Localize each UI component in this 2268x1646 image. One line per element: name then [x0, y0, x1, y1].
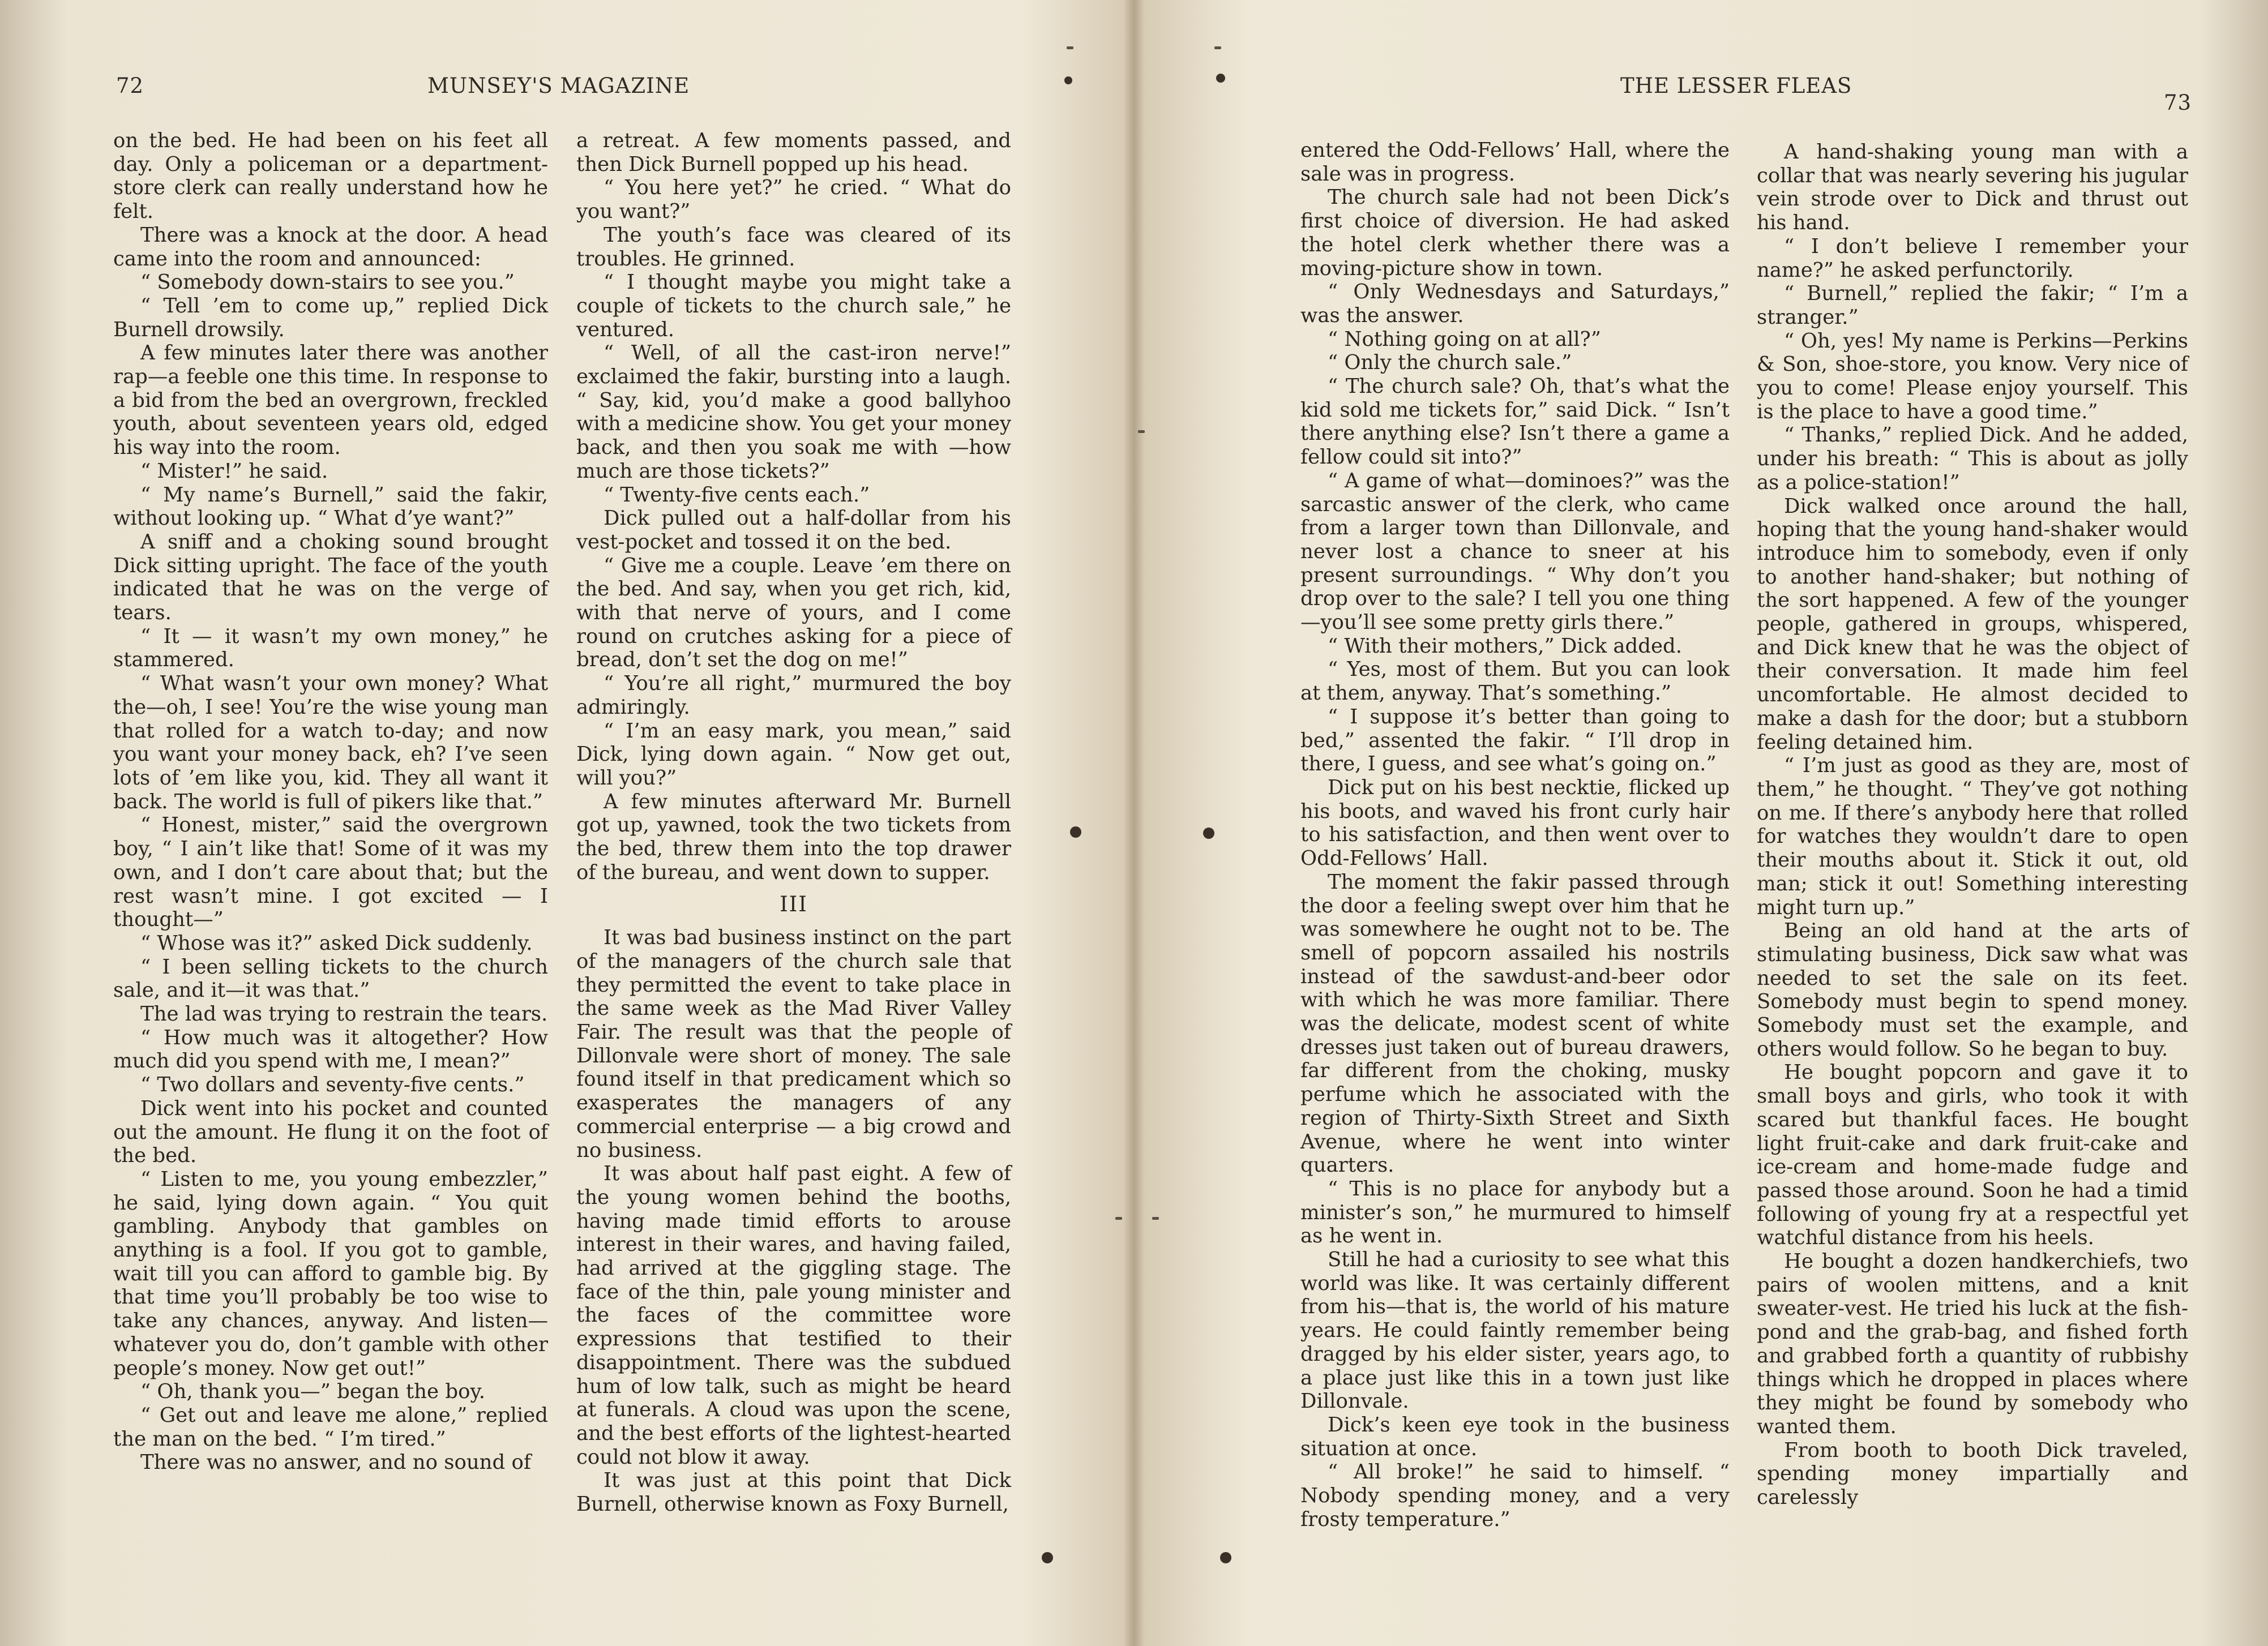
- paragraph: A hand-shaking young man with a collar that was nearly severing his jugular vein strode over to Dick and thrust out his hand.: [1757, 140, 2188, 235]
- paragraph: “ Listen to me, you young embezzler,” he said, lying down again. “ You quit gambling. Anybody that gambles on anything is a fool. If you got to gamble, wait till you can afford to gamble big. By that time you’ll probably be too wise to take any chances, anyway. And listen—whatever you do, don’t gamble with other people’s money. Now get out!”: [113, 1167, 548, 1380]
- paragraph: “ All broke!” he said to himself. “ Nobody spending money, and a very frosty temperature.”: [1300, 1460, 1730, 1531]
- paragraph: “ Whose was it?” asked Dick suddenly.: [140, 931, 533, 955]
- stitch-mark: [1067, 46, 1073, 49]
- paragraph: “ I don’t believe I remember your name?” he asked perfunctorily.: [1757, 234, 2188, 282]
- paragraph: “ It — it wasn’t my own money,” he stammered.: [113, 624, 548, 672]
- paragraph: “ Only the church sale.”: [1328, 351, 1572, 375]
- paragraph: “ My name’s Burnell,” said the fakir, without looking up. “ What d’ye want?”: [113, 483, 548, 530]
- paragraph: Dick put on his best necktie, flicked up his boots, and waved his front curly hair to his satisfaction, and then went over to Odd-Fellows’ Hall.: [1300, 775, 1730, 871]
- paragraph: He bought a dozen handkerchiefs, two pairs of woolen mittens, and a knit sweater-vest. He tried his luck at the fish-pond and the grab-bag, and fished forth and grabbed forth a quantity of rubbishy things which he dropped in places where they might be found by somebody who wanted them.: [1757, 1250, 2188, 1438]
- paragraph: “ I suppose it’s better than going to bed,” assented the fakir. “ I’ll drop in there, I guess, and see what’s going on.”: [1300, 705, 1730, 776]
- paragraph: “ Give me a couple. Leave ’em there on the bed. And say, when you get rich, kid, with that nerve of yours, and I come round on crutches asking for a piece of bread, don’t set the dog on me!”: [576, 554, 1011, 672]
- paragraph: entered the Odd-Fellows’ Hall, where the sale was in progress.: [1300, 139, 1730, 186]
- paragraph: “ Thanks,” replied Dick. And he added, under his breath: “ This is about as jolly as a police-station!”: [1757, 423, 2188, 494]
- paragraph: A few minutes afterward Mr. Burnell got up, yawned, took the two tickets from the bed, threw them into the top drawer of the bureau, and went down to supper.: [576, 790, 1011, 884]
- paragraph: “ Get out and leave me alone,” replied the man on the bed. “ I’m tired.”: [113, 1403, 548, 1451]
- page-number-left: 72: [116, 74, 144, 98]
- paragraph: “ How much was it altogether? How much did you spend with me, I mean?”: [113, 1026, 548, 1073]
- paragraph: “ A game of what—dominoes?” was the sarcastic answer of the clerk, who came from a larger town than Dillonvale, and never lost a chance to sneer at his present surroundings. “ Why don’t you drop over to the sale? I tell you one thing—you’ll see some pretty girls there.”: [1300, 469, 1730, 635]
- paragraph: “ I’m just as good as they are, most of them,” he thought. “ They’ve got nothing on me. If there’s anybody here that rolled for watches they wouldn’t dare to open their mouths about it. Stick it out, old man; stick it out! Something interesting might turn up.”: [1757, 754, 2188, 919]
- paragraph: “ Nothing going on at all?”: [1328, 327, 1601, 351]
- paragraph: “ I thought maybe you might take a couple of tickets to the church sale,” he ventured.: [576, 271, 1011, 341]
- paragraph: “ Honest, mister,” said the overgrown boy, “ I ain’t like that! Some of it was my own, and I don’t care about that; but the rest wasn’t mine. I got excited — I thought—”: [113, 813, 548, 932]
- binding-hole: [1220, 1552, 1231, 1563]
- stitch-mark: [1152, 1217, 1159, 1220]
- right-page-column-1: [1300, 139, 1730, 1531]
- page-number-right: 73: [2164, 91, 2192, 115]
- paragraph: Dick’s keen eye took in the business situation at once.: [1300, 1413, 1730, 1460]
- binding-hole: [1064, 76, 1072, 84]
- paragraph: It was about half past eight. A few of the young women behind the booths, having made timid efforts to arouse interest in their wares, and having failed, had arrived at the giggling stage. The face of the thin, pale young minister and the faces of the committee wore expressions that testified to their disappointment. There was the subdued hum of low talk, such as might be heard at funerals. A cloud was upon the scene, and the best efforts of the lightest-hearted could not blow it away.: [576, 1162, 1011, 1469]
- running-head-right: THE LESSER FLEAS: [1620, 74, 1852, 98]
- paragraph: “ With their mothers,” Dick added.: [1328, 634, 1683, 658]
- book-gutter: [1124, 0, 1144, 1646]
- paragraph: The church sale had not been Dick’s first choice of diversion. He had asked the hotel clerk whether there was a moving-picture show in town.: [1300, 186, 1730, 280]
- right-page-header: [1268, 74, 2192, 115]
- paragraph: “ What wasn’t your own money? What the—oh, I see! You’re the wise young man that rolled for a watch to-day; and now you want your money back, eh? I’ve seen lots of ’em like you, kid. They all want it back. The world is full of pikers like that.”: [113, 672, 548, 813]
- paragraph: Being an old hand at the arts of stimulating business, Dick saw what was needed to set the sale on its feet. Somebody must begin to spend money. Somebody must set the example, and others would follow. So he began to buy.: [1757, 919, 2188, 1061]
- paragraph: A sniff and a choking sound brought Dick sitting upright. The face of the youth indicated that he was on the verge of tears.: [113, 530, 548, 625]
- paragraph: It was bad business instinct on the part of the managers of the church sale that they permitted the event to take place in the same week as the Mad River Valley Fair. The result was that the people of Dillonvale were short of money. The sale found itself in that predicament which so exasperates the managers of any commercial enterprise — a big crowd and no business.: [576, 926, 1011, 1162]
- paragraph: “ Oh, thank you—” began the boy.: [140, 1380, 486, 1404]
- paragraph: Still he had a curiosity to see what this world was like. It was certainly different from his—that is, the world of his mature years. He could faintly remember being dragged by his elder sister, years ago, to a place just like this in a town just like Dillonvale.: [1300, 1248, 1730, 1413]
- left-page-column-2: [576, 129, 1011, 1516]
- paragraph: Dick walked once around the hall, hoping that the young hand-shaker would introduce him to somebody, even if only to another hand-shaker; but nothing of the sort happened. A few of the younger people, gathered in groups, whispered, and Dick knew that he was the object of their conversation. It made him feel uncomfortable. He almost decided to make a dash for the door; but a stubborn feeling detained him.: [1757, 494, 2188, 754]
- stitch-mark: [1115, 1217, 1122, 1220]
- paragraph: “ The church sale? Oh, that’s what the kid sold me tickets for,” said Dick. “ Isn’t there anything else? Isn’t there a game a fellow could sit into?”: [1300, 375, 1730, 469]
- binding-hole: [1070, 826, 1081, 838]
- paragraph: Dick went into his pocket and counted out the amount. He flung it on the foot of the bed.: [113, 1096, 548, 1168]
- paragraph: “ Yes, most of them. But you can look at them, anyway. That’s something.”: [1300, 658, 1730, 705]
- paragraph: “ Only Wednesdays and Saturdays,” was the answer.: [1300, 280, 1730, 327]
- right-page-column-2: [1757, 140, 2188, 1510]
- section-heading: III: [780, 891, 808, 916]
- paragraph: The moment the fakir passed through the door a feeling swept over him that he was somewhere he ought not to be. The smell of popcorn assailed his nostrils instead of the sawdust-and-beer odor with which he was more familiar. There was the delicate, modest scent of white dresses just taken out of bureau drawers, far different from the choking, musky perfume which he associated with the region of Thirty-Sixth Street and Sixth Avenue, where he went into winter quarters.: [1300, 870, 1730, 1177]
- running-head-left: MUNSEY'S MAGAZINE: [427, 74, 690, 98]
- paragraph: “ You’re all right,” murmured the boy admiringly.: [576, 672, 1011, 719]
- paragraph: There was a knock at the door. A head came into the room and announced:: [113, 223, 548, 271]
- paragraph: It was just at this point that Dick Burnell, otherwise known as Foxy Burnell,: [576, 1469, 1011, 1516]
- paragraph: “ You here yet?” he cried. “ What do you want?”: [576, 176, 1011, 224]
- paragraph: “ Well, of all the cast-iron nerve!” exclaimed the fakir, bursting into a laugh. “ Say, kid, you’d make a good ballyhoo with a medicine show. You get your money back, and then you soak me with —how much are those tickets?”: [576, 341, 1011, 483]
- paragraph: There was no answer, and no sound of: [140, 1451, 532, 1474]
- paragraph: “ Somebody down-stairs to see you.”: [140, 271, 515, 294]
- paragraph: The lad was trying to restrain the tears.: [140, 1002, 548, 1026]
- paragraph: Dick pulled out a half-dollar from his vest-pocket and tossed it on the bed.: [576, 507, 1011, 554]
- paragraph: on the bed. He had been on his feet all day. Only a policeman or a department-store clerk can really understand how he felt.: [113, 129, 548, 224]
- paragraph: “ I been selling tickets to the church sale, and it—it was that.”: [113, 955, 548, 1002]
- binding-hole: [1203, 828, 1214, 839]
- paragraph: The youth’s face was cleared of its troubles. He grinned.: [576, 223, 1011, 271]
- paragraph: “ Twenty-five cents each.”: [604, 483, 870, 507]
- stitch-mark: [1214, 46, 1221, 49]
- binding-hole: [1216, 74, 1225, 83]
- paragraph: “ Mister!” he said.: [140, 459, 328, 483]
- left-page-header: [116, 74, 999, 108]
- left-page-column-1: [113, 129, 548, 1474]
- paragraph: “ Burnell,” replied the fakir; “ I’m a stranger.”: [1757, 282, 2188, 329]
- paragraph: “ Oh, yes! My name is Perkins—Perkins & Son, shoe-store, you know. Very nice of you to come! Please enjoy yourself. This is the place to have a good time.”: [1757, 329, 2188, 423]
- paragraph: From booth to booth Dick traveled, spending money impartially and carelessly: [1757, 1438, 2188, 1510]
- paragraph: “ Two dollars and seventy-five cents.”: [140, 1073, 525, 1097]
- stitch-mark: [1138, 430, 1145, 433]
- paragraph: “ Tell ’em to come up,” replied Dick Burnell drowsily.: [113, 294, 548, 341]
- paragraph: A few minutes later there was another rap—a feeble one this time. In response to a bid from the bed an overgrown, freckled youth, about seventeen years old, edged his way into the room.: [113, 341, 548, 460]
- paragraph: He bought popcorn and gave it to small boys and girls, who took it with scared but thankful faces. He bought light fruit-cake and dark fruit-cake and ice-cream and home-made fudge and passed those around. Soon he had a timid following of young fry at a respectful yet watchful distance from his heels.: [1757, 1061, 2188, 1250]
- paragraph: a retreat. A few moments passed, and then Dick Burnell popped up his head.: [576, 129, 1011, 176]
- binding-hole: [1042, 1552, 1053, 1563]
- paragraph: “ This is no place for anybody but a minister’s son,” he murmured to himself as he went in.: [1300, 1177, 1730, 1248]
- paragraph: “ I’m an easy mark, you mean,” said Dick, lying down again. “ Now get out, will you?”: [576, 719, 1011, 790]
